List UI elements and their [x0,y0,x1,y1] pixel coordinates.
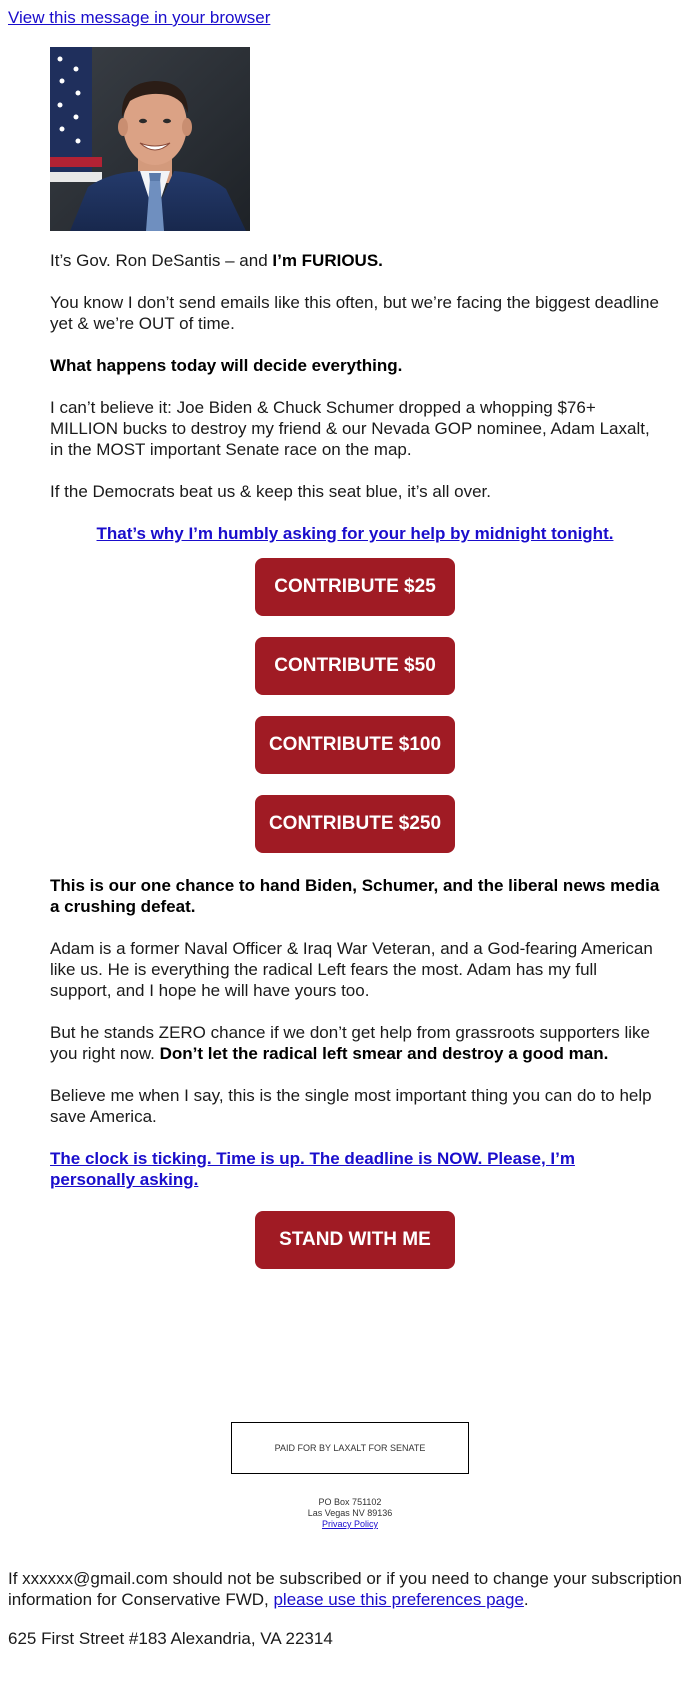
paragraph-today: What happens today will decide everything. [50,356,403,375]
paid-for-text: PAID FOR BY LAXALT FOR SENATE [274,1443,426,1453]
clock-link[interactable]: The clock is ticking. Time is up. The deadline is NOW. Please, I’m personally asking. [50,1149,575,1189]
paid-for-disclaimer [231,1422,469,1474]
unsubscribe-notice: If xxxxxx@gmail.com should not be subscribed or if you need to change your subscription information for Conservative FWD, please use this preferences page. [8,1569,682,1609]
paragraph-adam-bio: Adam is a former Naval Officer & Iraq War Veteran, and a God-fearing American like us. He is everything the radical Left fears the most. Adam has my full support, and I hope he will have yours too. [50,939,653,1000]
intro-line: It’s Gov. Ron DeSantis – and I’m FURIOUS. [50,251,383,270]
clock-link-wrap [50,1148,660,1190]
help-link-wrap [50,523,660,544]
contribute-100-button[interactable]: CONTRIBUTE $100 [255,716,455,774]
preferences-page-link[interactable]: please use this preferences page [273,1590,524,1609]
committee-address [250,1497,450,1530]
contribute-25-button[interactable]: CONTRIBUTE $25 [255,558,455,616]
contribute-250-button[interactable]: CONTRIBUTE $250 [255,795,455,853]
help-link[interactable]: That’s why I’m humbly asking for your help by midnight tonight. [96,524,614,543]
email-footer [8,1568,688,1667]
sender-address: 625 First Street #183 Alexandria, VA 22314 [8,1629,333,1648]
paragraph-deadline: You know I don’t send emails like this often, but we’re facing the biggest deadline yet & we’re OUT of time. [50,293,659,333]
view-in-browser-link[interactable]: View this message in your browser [8,8,271,27]
privacy-policy-link[interactable]: Privacy Policy [321,1519,378,1529]
stand-with-me-button[interactable]: STAND WITH ME [255,1211,455,1269]
email-body [50,250,660,1269]
paragraph-zero-chance: But he stands ZERO chance if we don’t get help from grassroots supporters like you right now. Don’t let the radical left smear and destroy a good man. [50,1023,651,1063]
paragraph-biden-schumer: I can’t believe it: Joe Biden & Chuck Schumer dropped a whopping $76+ MILLION bucks to destroy my friend & our Nevada GOP nominee, Adam Laxalt, in the MOST important Senate race on the map. [50,398,650,459]
paragraph-believe-me: Believe me when I say, this is the single most important thing you can do to help save America. [50,1086,652,1126]
paragraph-democrats: If the Democrats beat us & keep this seat blue, it’s all over. [50,482,491,501]
paragraph-one-chance: This is our one chance to hand Biden, Schumer, and the liberal news media a crushing defeat. [50,876,660,916]
city-line: Las Vegas NV 89136 [307,1508,393,1518]
contribute-50-button[interactable]: CONTRIBUTE $50 [255,637,455,695]
po-box: PO Box 751102 [318,1497,382,1507]
ron-desantis-photo [50,47,250,231]
